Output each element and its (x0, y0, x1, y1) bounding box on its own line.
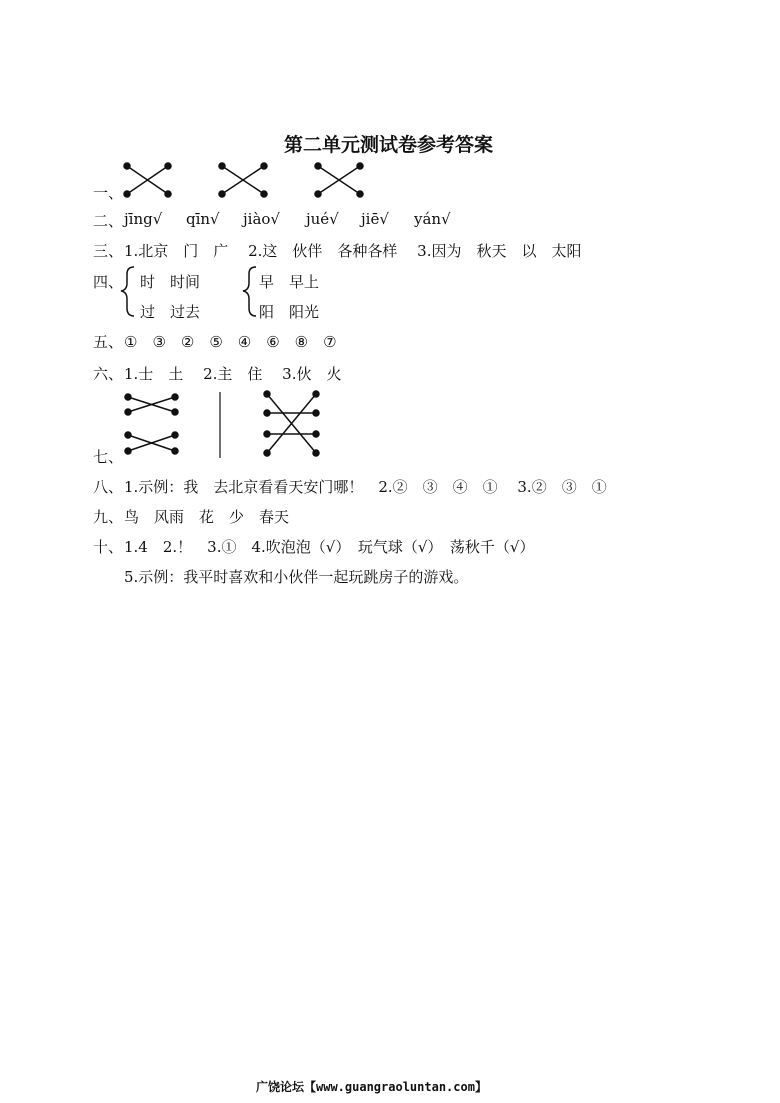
pinyin-item: jiào√ (243, 210, 280, 228)
section-6-number: 六、 (93, 365, 124, 383)
pinyin-item: jué√ (306, 210, 339, 228)
section-7-number: 七、 (93, 448, 124, 466)
section-8-answer: 1.示例：我 去北京看看天安门哪！ 2.② ③ ④ ① 3.② ③ ① (124, 478, 607, 496)
section-1-number: 一、 (93, 184, 124, 202)
footer-watermark: 广饶论坛【www.guangraoluntan.com】 (256, 1080, 487, 1094)
word-pair: 时 时间 (140, 273, 201, 291)
section-9-number: 九、 (93, 508, 124, 526)
page-title: 第二单元测试卷参考答案 (284, 134, 494, 156)
section-10-answer-5: 5.示例：我平时喜欢和小伙伴一起玩跳房子的游戏。 (124, 568, 469, 586)
pinyin-item: jīng√ (124, 210, 163, 228)
word-pair: 阳 阳光 (259, 303, 320, 321)
section-2-number: 二、 (93, 212, 124, 230)
section-8-number: 八、 (93, 478, 124, 496)
section-10-answer: 1.4 2.！ 3.① 4.吹泡泡（√） 玩气球（√） 荡秋千（√） (124, 538, 535, 556)
section-10-number: 十、 (93, 538, 124, 556)
section-5-answer: ① ③ ② ⑤ ④ ⑥ ⑧ ⑦ (124, 333, 337, 351)
section-4-number: 四、 (93, 273, 124, 291)
section-3-number: 三、 (93, 242, 124, 260)
word-pair: 过 过去 (140, 303, 201, 321)
pinyin-item: qīn√ (186, 210, 220, 228)
section-9-answer: 鸟 风雨 花 少 春天 (124, 508, 290, 526)
word-pair: 早 早上 (259, 273, 320, 291)
pinyin-item: jiē√ (361, 210, 389, 228)
section-6-answer: 1.士 土 2.主 住 3.伙 火 (124, 365, 342, 383)
section-5-number: 五、 (93, 333, 124, 351)
section-3-answer: 1.北京 门 广 2.这 伙伴 各种各样 3.因为 秋天 以 太阳 (124, 242, 582, 260)
pinyin-item: yán√ (414, 210, 451, 228)
